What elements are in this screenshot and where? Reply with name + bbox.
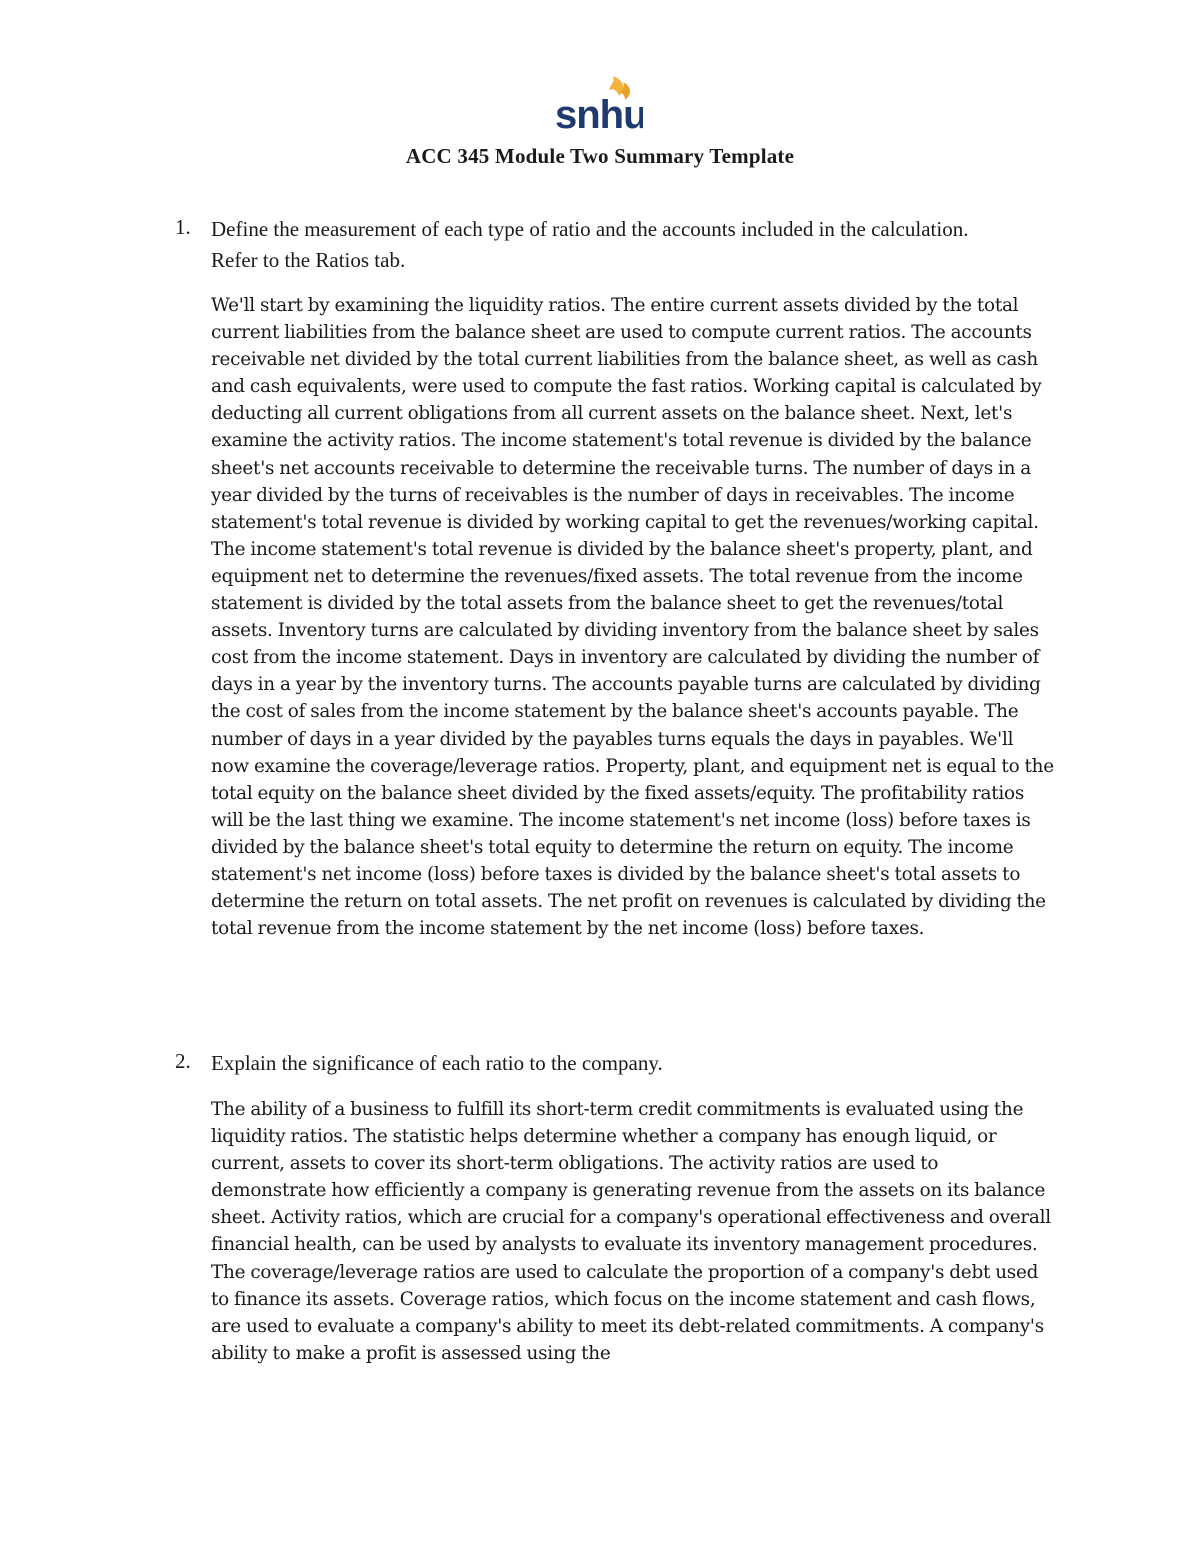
snhu-logo-graphic (553, 74, 643, 134)
question-1-number: 1. (175, 215, 191, 239)
snhu-logo (553, 74, 643, 134)
question-2-answer: The ability of a business to fulfill its short-term credit commitments is evaluated using the liquidity ratios. The statistic helps determine whether a company has enough liquid, or current, assets to cover its short-term obligations. The activity ratios are used to demonstrate how efficiently a company is generating revenue from the assets on its balance sheet. Activity ratios, which are crucial for a company's operational effectiveness and overall financial health, can be used by analysts to evaluate its inventory management procedures. The coverage/leverage ratios are used to calculate the proportion of a company's debt used to finance its assets. Coverage ratios, which focus on the income statement and cash flows, are used to evaluate a company's ability to meet its debt-related commitments. A company's ability to make a profit is assessed using the (211, 1099, 1051, 1364)
document-title: ACC 345 Module Two Summary Template (405, 144, 795, 168)
question-2-number: 2. (175, 1049, 191, 1073)
logo-wordmark: snhu (555, 93, 643, 134)
question-1-prompt: Define the measurement of each type of ratio and the accounts included in the calculation. Refer to the Ratios tab. (211, 217, 969, 272)
question-1-answer: We'll start by examining the liquidity ratios. The entire current assets divided by the total current liabilities from the balance sheet are used to compute current ratios. The accounts receivable net divided by the total current liabilities from the balance sheet, as well as cash and cash equivalents, were used to compute the fast ratios. Working capital is calculated by deducting all current obligations from all current assets on the balance sheet. Next, let's examine the activity ratios. The income statement's total revenue is divided by the balance sheet's net accounts receivable to determine the receivable turns. The number of days in a year divided by the turns of receivables is the number of days in receivables. The income statement's total revenue is divided by working capital to get the revenues/working capital. The income statement's total revenue is divided by the balance sheet's property, plant, and equipment net to determine the revenues/fixed assets. The total revenue from the income statement is divided by the total assets from the balance sheet to get the revenues/total assets. Inventory turns are calculated by dividing inventory from the balance sheet by sales cost from the income statement. Days in inventory are calculated by dividing the number of days in a year by the inventory turns. The accounts payable turns are calculated by dividing the cost of sales from the income statement by the balance sheet's accounts payable. The number of days in a year divided by the payables turns equals the days in payables. We'll now examine the coverage/leverage ratios. Property, plant, and equipment net is equal to the total equity on the balance sheet divided by the fixed assets/equity. The profitability ratios will be the last thing we examine. The income statement's net income (loss) before taxes is divided by the balance sheet's total equity to determine the return on equity. The income statement's net income (loss) before taxes is divided by the balance sheet's total assets to determine the return on total assets. The net profit on revenues is calculated by dividing the total revenue from the income statement by the net income (loss) before taxes. (211, 295, 1054, 940)
question-2-prompt: Explain the significance of each ratio to the company. (211, 1051, 663, 1075)
